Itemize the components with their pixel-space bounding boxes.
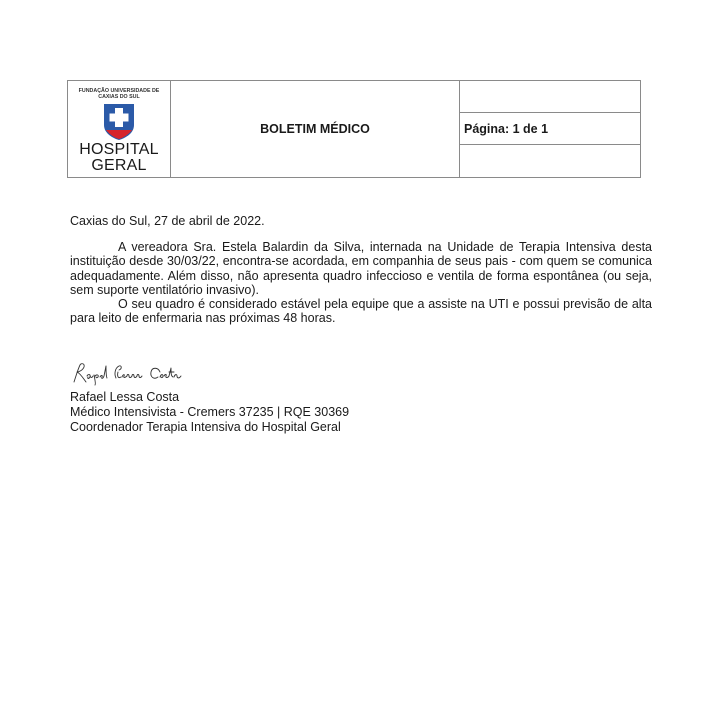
page-number: Página: 1 de 1 [460, 113, 641, 145]
institution-name: FUNDAÇÃO UNIVERSIDADE DE CAXIAS DO SUL [78, 87, 160, 100]
signer-position: Coordenador Terapia Intensiva do Hospital Geral [70, 419, 341, 434]
handwritten-signature-icon [70, 360, 190, 386]
paragraph-2: O seu quadro é considerado estável pela equipe que a assiste na UTI e possui previsão de alta para leito de enfermaria nas próximas 48 horas. [70, 297, 652, 326]
signature-block [70, 390, 349, 434]
hospital-name-line2: GERAL [91, 156, 147, 174]
signer-name: Rafael Lessa Costa [70, 390, 180, 404]
logo-cell [68, 81, 171, 178]
bulletin-body [70, 214, 652, 325]
header-empty-cell-bottom [460, 145, 641, 178]
date-line: Caxias do Sul, 27 de abril de 2022. [70, 214, 265, 228]
hospital-name-line1: HOSPITAL [79, 140, 159, 158]
document-title: BOLETIM MÉDICO [171, 81, 460, 178]
hospital-cross-logo-icon [102, 103, 136, 141]
header-table [67, 80, 641, 178]
header-empty-cell-top [460, 81, 641, 113]
paragraph-1: A vereadora Sra. Estela Balardin da Silva, internada na Unidade de Terapia Intensiva desta instituição desde 30/03/22, encontra-se acordada, em companhia de seus pais - com quem se comunica adequadamente. Além disso, não apresenta quadro infeccioso e ventila de forma espontânea (ou seja, sem suporte ventilatório invasivo). [70, 240, 652, 297]
signer-role: Médico Intensivista - Cremers 37235 | RQE 30369 [70, 404, 350, 419]
